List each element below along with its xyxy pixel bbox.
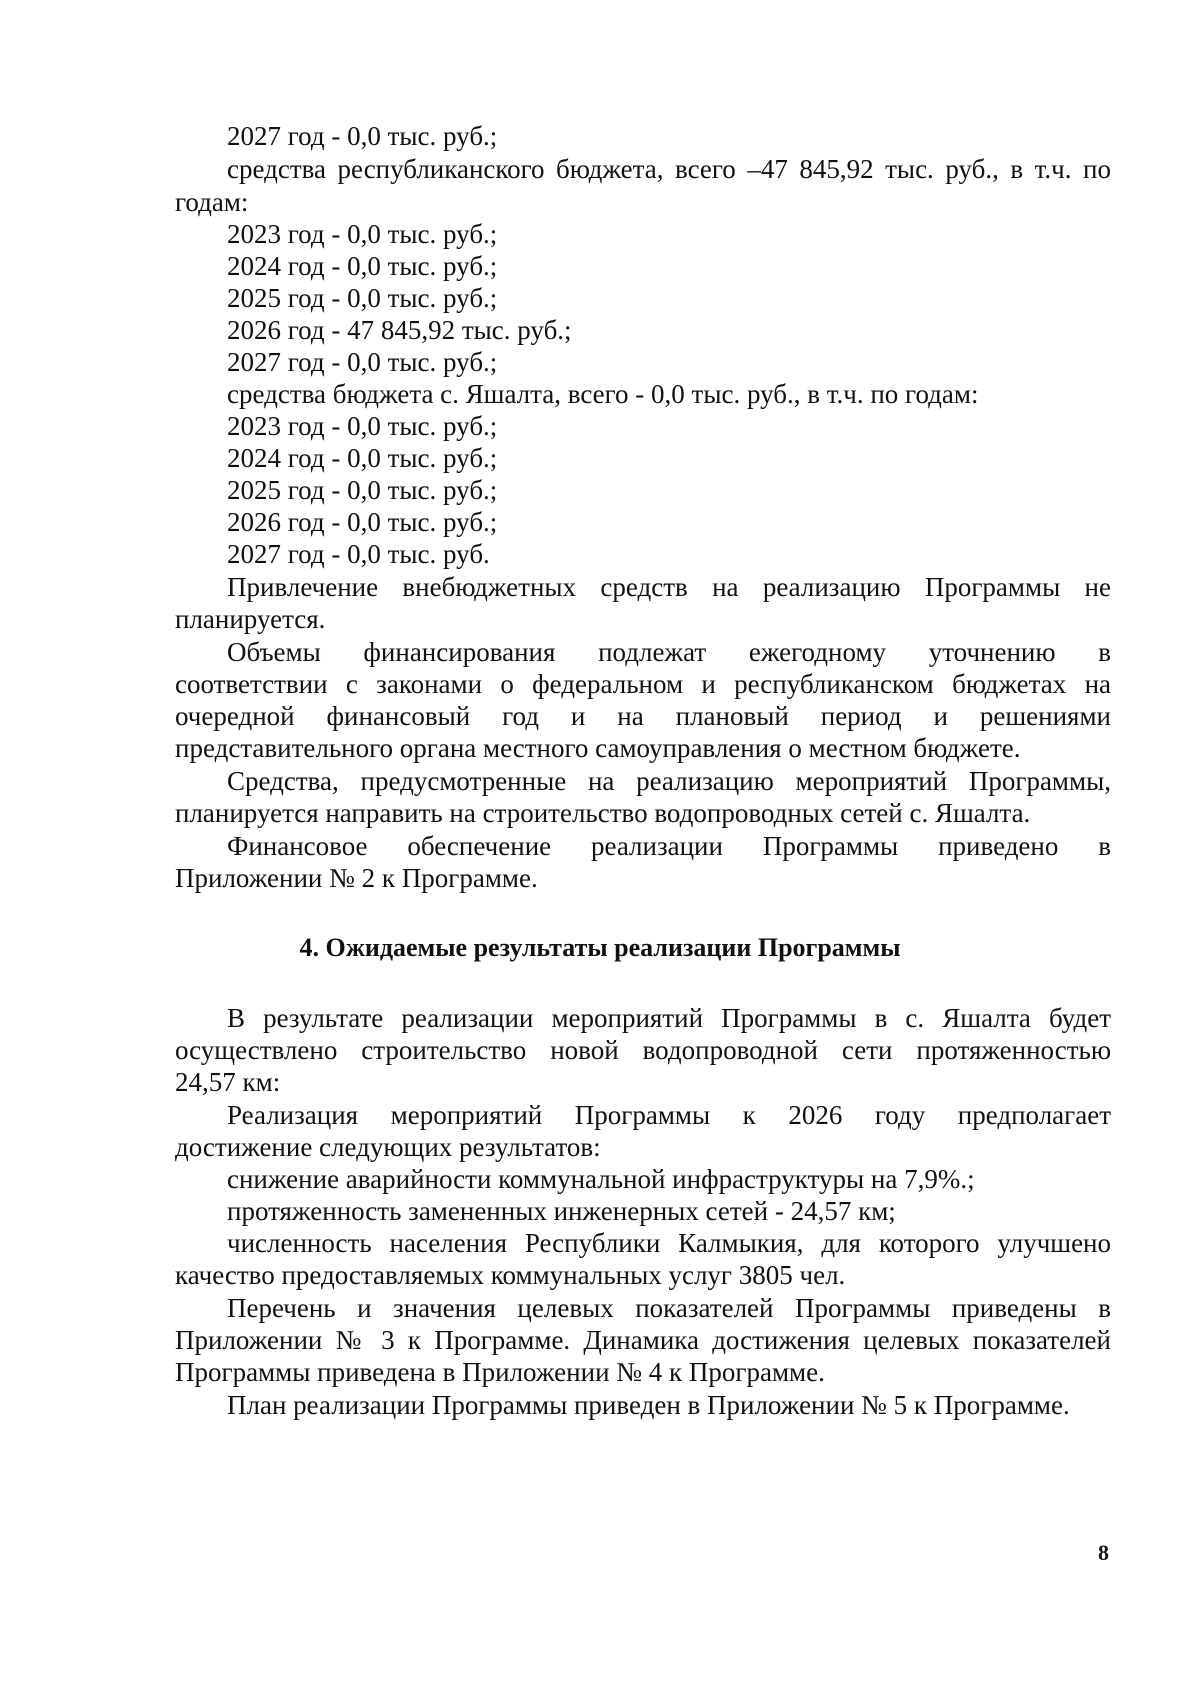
republic-budget-intro-cont: годам:	[175, 187, 249, 217]
financial-paragraph-line1: Финансовое обеспечение реализации Программы приведено в	[227, 831, 1111, 861]
section-4-heading: 4. Ожидаемые результаты реализации Программы	[299, 933, 901, 962]
result-item-network-length: протяженность замененных инженерных сетей - 24,57 км;	[227, 1196, 896, 1226]
republic-budget-intro: средства республиканского бюджета, всего –47 845,92 тыс. руб., в т.ч. по	[227, 154, 1111, 184]
republic-budget-2025: 2025 год - 0,0 тыс. руб.;	[227, 283, 498, 313]
local-budget-intro: средства бюджета с. Яшалта, всего - 0,0 тыс. руб., в т.ч. по годам:	[227, 379, 979, 409]
volumes-paragraph-line2: соответствии с законами о федеральном и республиканском бюджетах на	[175, 669, 1111, 699]
result-item-population-line1: численность населения Республики Калмыкия, для которого улучшено	[227, 1228, 1111, 1258]
result-item-accident-rate: снижение аварийности коммунальной инфраструктуры на 7,9%.;	[227, 1164, 975, 1194]
local-budget-2023: 2023 год - 0,0 тыс. руб.;	[227, 411, 498, 441]
result-item-population-line2: качество предоставляемых коммунальных услуг 3805 чел.	[175, 1260, 846, 1290]
local-budget-2025: 2025 год - 0,0 тыс. руб.;	[227, 475, 498, 505]
financial-paragraph-line2: Приложении № 2 к Программе.	[175, 863, 538, 893]
volumes-paragraph-line3: очередной финансовый год и на плановый период и решениями	[175, 701, 1111, 731]
results-paragraph-line1: В результате реализации мероприятий Программы в с. Яшалта будет	[227, 1003, 1111, 1033]
indicators-paragraph-line2: Приложении № 3 к Программе. Динамика достижения целевых показателей	[175, 1325, 1111, 1355]
volumes-paragraph-line1: Объемы финансирования подлежат ежегодному уточнению в	[227, 637, 1111, 667]
indicators-paragraph-line3: Программы приведена в Приложении № 4 к Программе.	[175, 1357, 825, 1387]
funds-paragraph-line1: Средства, предусмотренные на реализацию мероприятий Программы,	[227, 766, 1111, 796]
volumes-paragraph-line4: представительного органа местного самоуправления о местном бюджете.	[175, 733, 1021, 763]
local-budget-2026: 2026 год - 0,0 тыс. руб.;	[227, 507, 498, 537]
republic-budget-2026: 2026 год - 47 845,92 тыс. руб.;	[227, 315, 572, 345]
republic-budget-2023: 2023 год - 0,0 тыс. руб.;	[227, 219, 498, 249]
indicators-paragraph-line1: Перечень и значения целевых показателей Программы приведены в	[227, 1293, 1111, 1323]
republic-budget-2024: 2024 год - 0,0 тыс. руб.;	[227, 251, 498, 281]
plan-paragraph: План реализации Программы приведен в Приложении № 5 к Программе.	[227, 1390, 1070, 1420]
republic-budget-2027: 2027 год - 0,0 тыс. руб.;	[227, 347, 498, 377]
local-budget-2024: 2024 год - 0,0 тыс. руб.;	[227, 443, 498, 473]
results-paragraph-line3: 24,57 км:	[175, 1067, 281, 1097]
funds-paragraph-line2: планируется направить на строительство водопроводных сетей с. Яшалта.	[175, 798, 1031, 828]
results-paragraph-line2: осуществлено строительство новой водопроводной сети протяженностью	[175, 1035, 1111, 1065]
extrabudget-paragraph-line1: Привлечение внебюджетных средств на реализацию Программы не	[227, 572, 1111, 602]
implementation-paragraph-line2: достижение следующих результатов:	[175, 1132, 601, 1162]
local-budget-2027: 2027 год - 0,0 тыс. руб.	[227, 539, 490, 569]
implementation-paragraph-line1: Реализация мероприятий Программы к 2026 году предполагает	[227, 1100, 1111, 1130]
budget-line-2027-federal: 2027 год - 0,0 тыс. руб.;	[227, 121, 498, 151]
page-number: 8	[1098, 1540, 1109, 1565]
extrabudget-paragraph-line2: планируется.	[175, 604, 326, 634]
